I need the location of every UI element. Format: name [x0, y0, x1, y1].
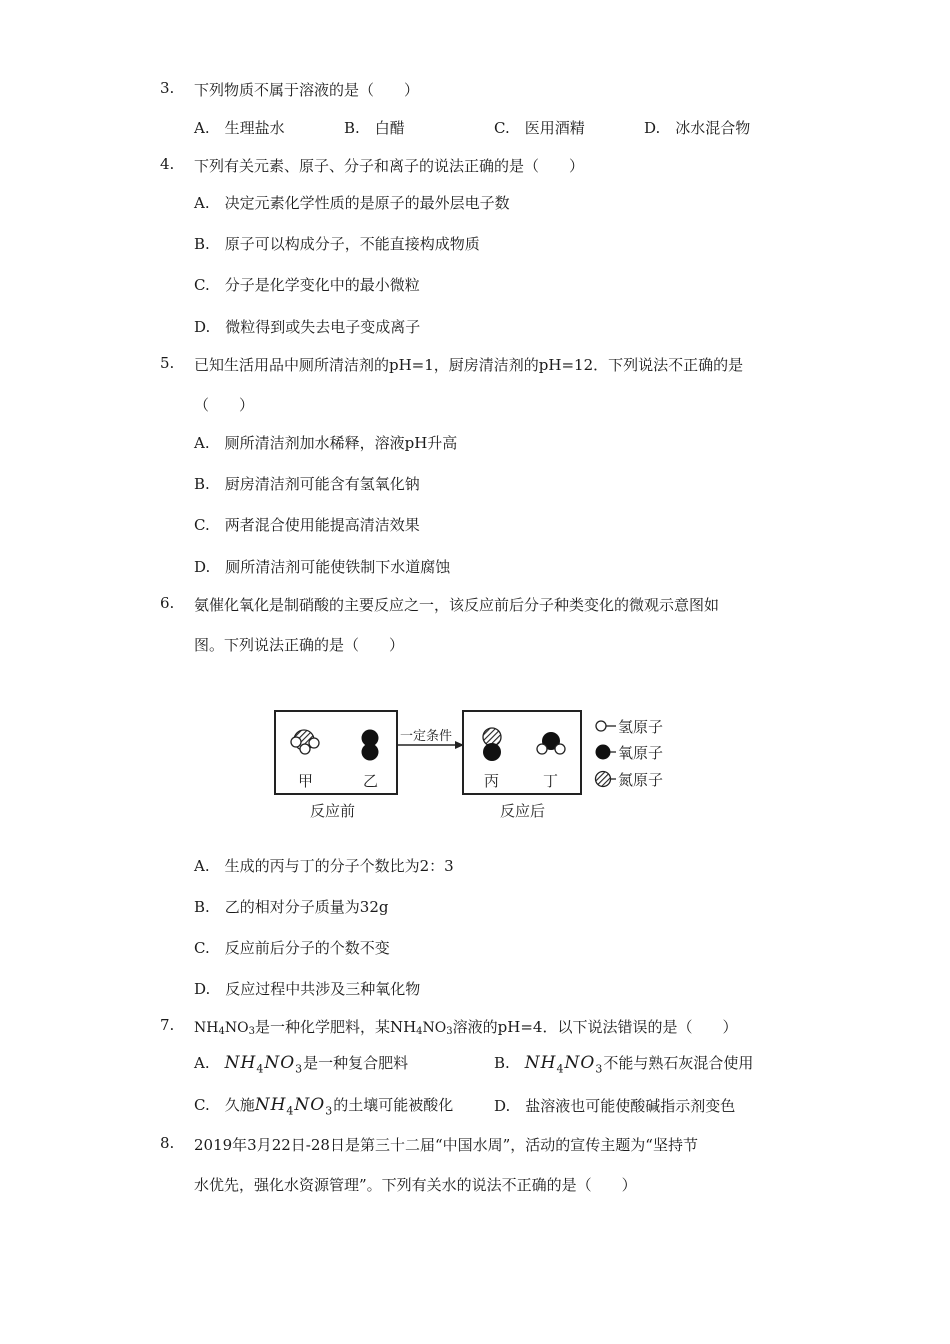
- q6-option-a: A. 生成的丙与丁的分子个数比为2：3: [194, 857, 454, 875]
- label-before: 反应前: [310, 802, 356, 820]
- q6-stem-line1: 氨催化氧化是制硝酸的主要反应之一，该反应前后分子种类变化的微观示意图如: [194, 596, 720, 614]
- svg-text:氢原子: 氢原子: [618, 718, 664, 736]
- q5-option-d: D. 厕所清洁剂可能使铁制下水道腐蚀: [194, 558, 451, 576]
- label-bing: 丙: [484, 772, 500, 790]
- label-jia: 甲: [298, 772, 314, 790]
- q5-option-c: C. 两者混合使用能提高清洁效果: [194, 516, 420, 534]
- q6-option-d: D. 反应过程中共涉及三种氧化物: [194, 980, 421, 998]
- label-after: 反应后: [500, 802, 546, 820]
- q6-number: 6.: [160, 594, 175, 612]
- svg-text:氮原子: 氮原子: [618, 771, 664, 789]
- q3-option-d: D. 冰水混合物: [644, 119, 751, 137]
- q7-option-b: B. $NH_4NO_3$不能与熟石灰混合使用: [494, 1053, 754, 1076]
- q7-stem: $NH_4NO_3$是一种化学肥料，某$NH_4NO_3$溶液的pH=4．以下说法错误的是（ ）: [194, 1018, 738, 1037]
- label-yi: 乙: [363, 772, 379, 790]
- q4-option-c: C. 分子是化学变化中的最小微粒: [194, 276, 420, 294]
- svg-text:氧原子: 氧原子: [618, 744, 664, 762]
- q7-option-c: C. 久施$NH_4NO_3$的土壤可能被酸化: [194, 1095, 454, 1118]
- arrow-condition: 一定条件: [400, 729, 453, 744]
- q7-option-d: D. 盐溶液也可能使酸碱指示剂变色: [494, 1097, 736, 1115]
- q5-stem: 已知生活用品中厕所清洁剂的pH=1，厨房清洁剂的pH=12．下列说法不正确的是: [194, 356, 744, 374]
- q8-stem-line2: 水优先，强化水资源管理”。下列有关水的说法不正确的是（ ）: [194, 1176, 637, 1194]
- q3-option-c: C. 医用酒精: [494, 119, 585, 137]
- q4-stem: 下列有关元素、原子、分子和离子的说法正确的是（ ）: [194, 157, 585, 175]
- q7-option-a: A. $NH_4NO_3$是一种复合肥料: [194, 1053, 409, 1076]
- q5-stem-paren: （ ）: [194, 396, 255, 414]
- legend-nitrogen: [596, 771, 664, 789]
- q7-number: 7.: [160, 1016, 175, 1034]
- q5-number: 5.: [160, 354, 175, 372]
- label-ding: 丁: [543, 772, 559, 790]
- legend-oxygen: [596, 744, 664, 762]
- q6-option-c: C. 反应前后分子的个数不变: [194, 939, 390, 957]
- q5-option-a: A. 厕所清洁剂加水稀释，溶液pH升高: [194, 434, 458, 452]
- q4-option-a: A. 决定元素化学性质的是原子的最外层电子数: [194, 194, 510, 212]
- q6-stem-line2: 图。下列说法正确的是（ ）: [194, 636, 405, 654]
- q4-option-d: D. 微粒得到或失去电子变成离子: [194, 318, 421, 336]
- q3-number: 3.: [160, 79, 175, 97]
- reaction-diagram: [272, 708, 692, 824]
- q4-option-b: B. 原子可以构成分子，不能直接构成物质: [194, 235, 480, 253]
- q3-option-a: A. 生理盐水: [194, 119, 285, 137]
- before-box: [275, 711, 397, 794]
- q4-number: 4.: [160, 155, 175, 173]
- q8-stem-line1: 2019年3月22日-28日是第三十二届“中国水周”，活动的宣传主题为“坚持节: [194, 1136, 698, 1154]
- nitric-oxide-molecule: [483, 728, 501, 761]
- q3-stem: 下列物质不属于溶液的是（ ）: [194, 81, 420, 99]
- oxygen-molecule: [362, 730, 379, 761]
- legend-hydrogen: [596, 718, 663, 736]
- ammonia-molecule: [291, 730, 319, 754]
- q8-number: 8.: [160, 1134, 175, 1152]
- q5-option-b: B. 厨房清洁剂可能含有氢氧化钠: [194, 475, 420, 493]
- q6-option-b: B. 乙的相对分子质量为32g: [194, 898, 389, 916]
- water-molecule: [537, 732, 565, 754]
- q3-option-b: B. 白醋: [344, 119, 405, 137]
